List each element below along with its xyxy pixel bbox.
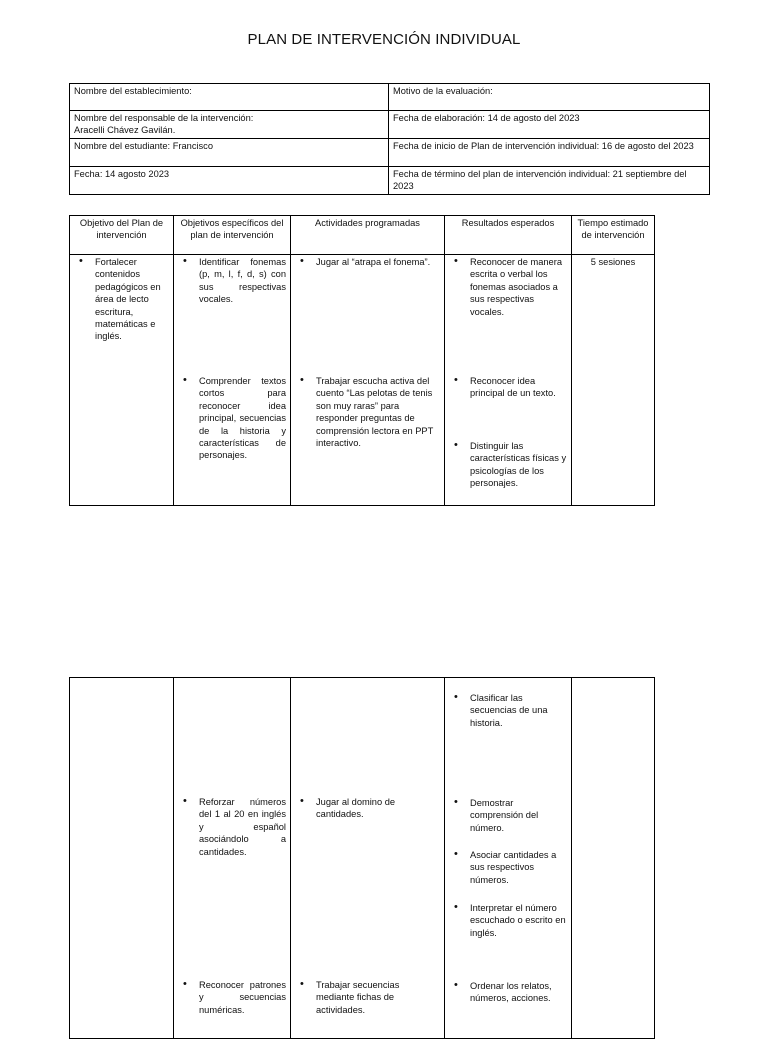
document-title: PLAN DE INTERVENCIÓN INDIVIDUAL (247, 31, 521, 48)
list-item: • Comprender textos cortos para reconocer idea principal, secuencias de la historia y características de personajes. (178, 375, 286, 462)
list-item: • Asociar cantidades a sus respectivos números. (449, 849, 567, 886)
list-item: • Clasificar las secuencias de una historia. (449, 692, 567, 729)
list-item: • Reconocer patrones y secuencias numéricas. (178, 979, 286, 1016)
list-item: • Reconocer idea principal de un texto. (449, 375, 567, 400)
list-item: • Fortalecer contenidos pedagógicos en área de lecto escritura, matemáticas e inglés. (74, 256, 169, 343)
list-item: • Demostrar comprensión del número. (449, 797, 567, 834)
plan-row (70, 255, 655, 506)
plan-row (70, 678, 655, 1039)
responsable-field (70, 111, 389, 139)
estudiante-field: Nombre del estudiante: Francisco (70, 139, 389, 167)
termino-field: Fecha de término del plan de intervención individual: 21 septiembre del 2023 (389, 167, 710, 195)
list-item: • Reforzar números del 1 al 20 en inglés y español asociándolo a cantidades. (178, 796, 286, 858)
header-especificos: Objetivos específicos del plan de intervención (174, 216, 291, 255)
motivo-field: Motivo de la evaluación: (389, 84, 710, 111)
info-row (70, 111, 710, 139)
tiempo-cell-empty (572, 678, 655, 1039)
plan-header-row (70, 216, 655, 255)
list-item: • Jugar al “atrapa el fonema”. (295, 256, 440, 268)
header-actividades: Actividades programadas (291, 216, 445, 255)
actividades-cell (291, 255, 445, 506)
list-item: • Trabajar escucha activa del cuento “Las pelotas de tenis son muy raras” para responder preguntas de comprensión lectora en PPT interactivo. (295, 375, 440, 449)
header-resultados: Resultados esperados (445, 216, 572, 255)
fecha-field: Fecha: 14 agosto 2023 (70, 167, 389, 195)
list-item: • Jugar al domino de cantidades. (295, 796, 440, 821)
actividades-cell (291, 678, 445, 1039)
responsable-label: Nombre del responsable de la intervención: (74, 113, 254, 123)
info-row (70, 167, 710, 195)
plan-table-continued (69, 677, 655, 1039)
elaboracion-field: Fecha de elaboración: 14 de agosto del 2023 (389, 111, 710, 139)
header-tiempo: Tiempo estimado de intervención (572, 216, 655, 255)
info-row (70, 84, 710, 111)
objetivo-cell (70, 255, 174, 506)
header-objetivo: Objetivo del Plan de intervención (70, 216, 174, 255)
plan-table (69, 215, 655, 506)
resultados-cell (445, 678, 572, 1039)
objetivo-cell-empty (70, 678, 174, 1039)
establecimiento-field: Nombre del establecimiento: (70, 84, 389, 111)
list-item: • Distinguir las características físicas y psicologías de los personajes. (449, 440, 567, 490)
inicio-field: Fecha de inicio de Plan de intervención individual: 16 de agosto del 2023 (389, 139, 710, 167)
especificos-cell (174, 255, 291, 506)
resultados-cell (445, 255, 572, 506)
info-row (70, 139, 710, 167)
list-item: • Trabajar secuencias mediante fichas de actividades. (295, 979, 440, 1016)
info-table (69, 83, 710, 195)
responsable-name: Aracelli Chávez Gavilán. (74, 125, 176, 136)
list-item: • Identificar fonemas (p, m, l, f, d, s) con sus respectivas vocales. (178, 256, 286, 306)
list-item: • Interpretar el número escuchado o escrito en inglés. (449, 902, 567, 939)
especificos-cell (174, 678, 291, 1039)
list-item: • Ordenar los relatos, números, acciones. (449, 980, 567, 1005)
tiempo-cell: 5 sesiones (572, 255, 655, 506)
list-item: • Reconocer de manera escrita o verbal los fonemas asociados a sus respectivas vocales. (449, 256, 567, 318)
